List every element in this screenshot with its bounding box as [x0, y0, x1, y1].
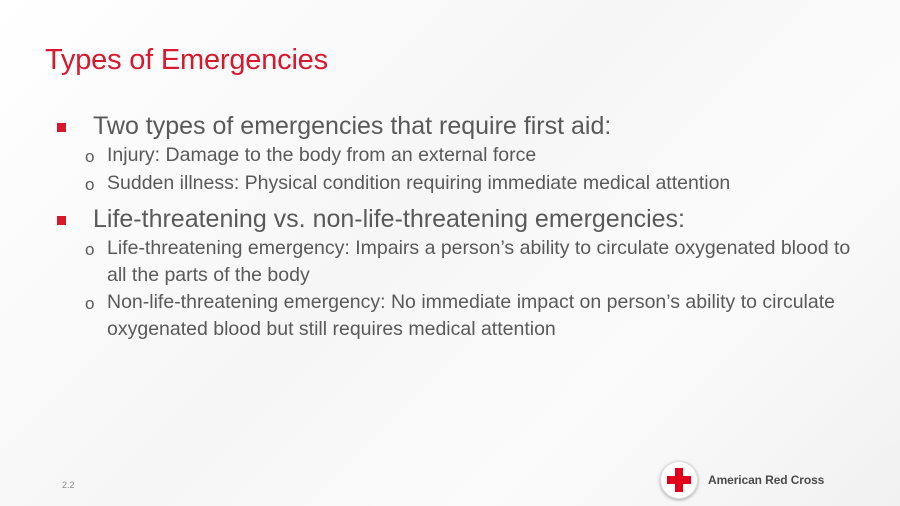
- sub-bullet-2-1-text: Life-threatening emergency: Impairs a person’s ability to circulate oxygenated blood to all the parts of the body: [107, 237, 851, 286]
- bullet-2: [52, 203, 872, 235]
- bullet-1: [52, 110, 872, 142]
- sub-bullet-2-2-text: Non-life-threatening emergency: No immediate impact on person’s ability to circulate oxygenated blood but still requires medical attention: [107, 291, 835, 340]
- sub-bullet-1-2-text: Sudden illness: Physical condition requiring immediate medical attention: [107, 172, 731, 194]
- bullet-list: [52, 108, 872, 343]
- square-bullet-icon: [57, 123, 66, 132]
- red-cross-icon: [660, 461, 698, 499]
- circle-bullet-icon: o: [85, 175, 95, 194]
- logo-text: American Red Cross: [708, 473, 825, 487]
- sub-bullet-2-1: [85, 235, 872, 289]
- page-number: 2.2: [62, 480, 75, 490]
- bullet-2-text: Life-threatening vs. non-life-threatening emergencies:: [93, 205, 686, 233]
- sub-bullet-1-1: [85, 142, 872, 170]
- slide-title: Types of Emergencies: [45, 44, 328, 76]
- circle-bullet-icon: o: [85, 147, 95, 166]
- circle-bullet-icon: o: [85, 294, 95, 313]
- circle-bullet-icon: o: [85, 240, 95, 259]
- sub-bullet-1-1-text: Injury: Damage to the body from an external force: [107, 144, 537, 166]
- square-bullet-icon: [57, 216, 66, 225]
- bullet-1-text: Two types of emergencies that require first aid:: [93, 112, 612, 140]
- sub-bullet-1-2: [85, 170, 872, 198]
- sub-bullet-2-2: [85, 289, 872, 343]
- american-red-cross-logo: [660, 461, 824, 499]
